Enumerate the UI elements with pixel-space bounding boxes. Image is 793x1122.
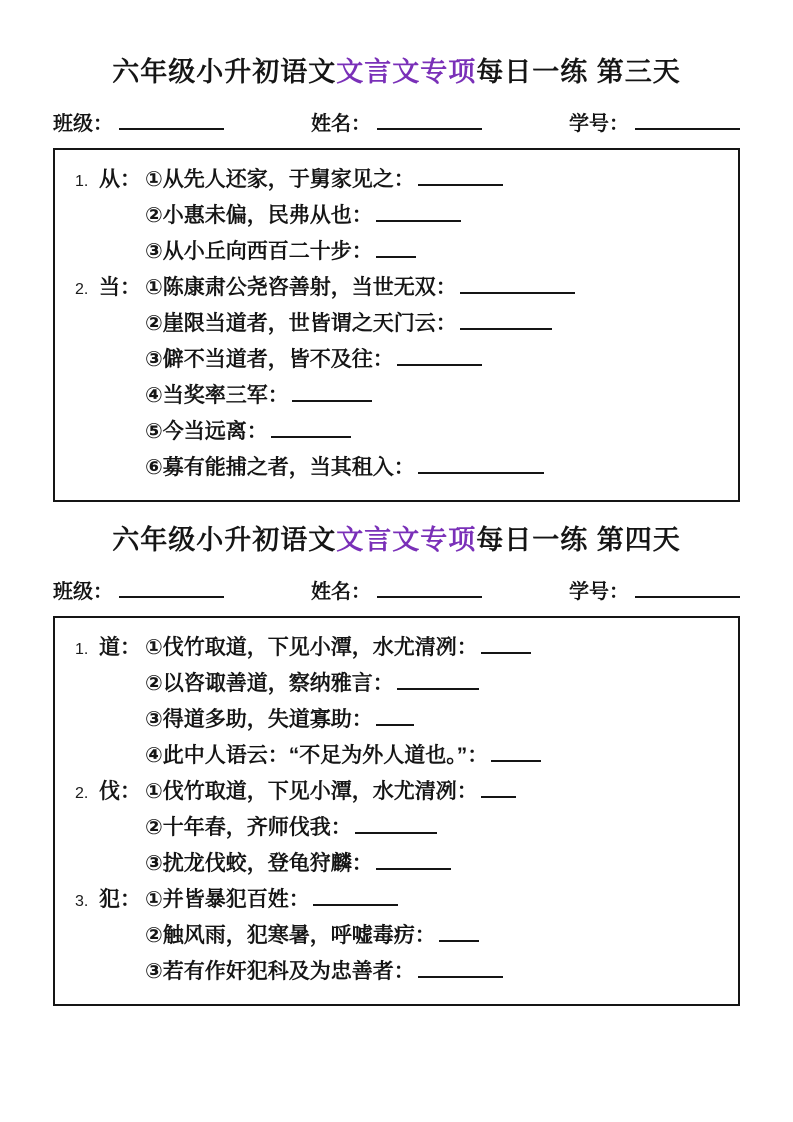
question-text: ①伐竹取道，下见小潭，水尤清冽：	[145, 636, 478, 659]
question-keyword: 伐：	[99, 780, 141, 803]
answer-blank[interactable]	[481, 644, 531, 654]
field-class-label: 班级：	[53, 113, 113, 135]
title-highlight: 文言文专项	[336, 525, 477, 555]
title-prefix: 六年级小升初语文	[112, 525, 337, 555]
question-text: ⑥募有能捕之者，当其租入：	[145, 456, 415, 479]
question-box-day3	[53, 148, 740, 502]
question-text: ④此中人语云：“不足为外人道也。”：	[145, 744, 489, 767]
question-text: ①从先人还家，于舅家见之：	[145, 168, 415, 191]
question-keyword: 当：	[99, 276, 141, 299]
question-row	[75, 882, 720, 918]
answer-blank[interactable]	[397, 680, 479, 690]
question-row	[75, 810, 720, 846]
field-name-label: 姓名：	[311, 581, 371, 603]
question-number: 2.	[75, 281, 89, 298]
answer-blank[interactable]	[439, 932, 479, 942]
answer-blank[interactable]	[397, 356, 482, 366]
page-title-day3	[53, 0, 740, 88]
question-text: ①伐竹取道，下见小潭，水尤清冽：	[145, 780, 478, 803]
info-row	[53, 578, 740, 604]
question-row	[75, 414, 720, 450]
question-text: ①陈康肃公尧咨善射，当世无双：	[145, 276, 457, 299]
question-number: 3.	[75, 893, 89, 910]
question-text: ③扰龙伐蛟，登龟狩麟：	[145, 852, 373, 875]
field-name	[311, 575, 482, 604]
question-row	[75, 954, 720, 990]
answer-blank[interactable]	[376, 716, 414, 726]
field-student-id-label: 学号：	[569, 113, 629, 135]
answer-blank[interactable]	[460, 320, 552, 330]
question-text: ②崖限当道者，世皆谓之天门云：	[145, 312, 457, 335]
question-row	[75, 342, 720, 378]
answer-blank[interactable]	[271, 428, 351, 438]
question-box-day4	[53, 616, 740, 1006]
question-row	[75, 198, 720, 234]
field-student-id	[569, 107, 740, 136]
question-text: ③若有作奸犯科及为忠善者：	[145, 960, 415, 983]
question-text: ②触风雨，犯寒暑，呼嘘毒疠：	[145, 924, 436, 947]
field-name-label: 姓名：	[311, 113, 371, 135]
question-text: ②十年春，齐师伐我：	[145, 816, 352, 839]
field-student-id-label: 学号：	[569, 581, 629, 603]
question-row	[75, 270, 720, 306]
question-text: ①并皆暴犯百姓：	[145, 888, 310, 911]
field-name	[311, 107, 482, 136]
question-row	[75, 378, 720, 414]
question-text: ②以咨诹善道，察纳雅言：	[145, 672, 394, 695]
worksheet-day3	[0, 0, 793, 502]
answer-blank[interactable]	[418, 968, 503, 978]
class-blank-line[interactable]	[119, 588, 224, 598]
question-row	[75, 666, 720, 702]
question-text: ④当奖率三军：	[145, 384, 289, 407]
field-class	[53, 107, 224, 136]
answer-blank[interactable]	[376, 248, 416, 258]
question-text: ②小惠未偏，民弗从也：	[145, 204, 373, 227]
question-text: ③得道多助，失道寡助：	[145, 708, 373, 731]
answer-blank[interactable]	[481, 788, 516, 798]
question-row	[75, 774, 720, 810]
field-class-label: 班级：	[53, 581, 113, 603]
title-suffix: 每日一练 第四天	[476, 525, 681, 555]
answer-blank[interactable]	[313, 896, 398, 906]
question-text: ③僻不当道者，皆不及往：	[145, 348, 394, 371]
field-student-id	[569, 575, 740, 604]
answer-blank[interactable]	[491, 752, 541, 762]
student-id-blank-line[interactable]	[635, 588, 740, 598]
info-row	[53, 110, 740, 136]
title-prefix: 六年级小升初语文	[112, 57, 337, 87]
answer-blank[interactable]	[355, 824, 437, 834]
question-text: ⑤今当远离：	[145, 420, 268, 443]
answer-blank[interactable]	[376, 860, 451, 870]
answer-blank[interactable]	[376, 212, 461, 222]
question-row	[75, 918, 720, 954]
question-row	[75, 738, 720, 774]
name-blank-line[interactable]	[377, 588, 482, 598]
answer-blank[interactable]	[460, 284, 575, 294]
question-row	[75, 234, 720, 270]
answer-blank[interactable]	[418, 464, 544, 474]
question-row	[75, 630, 720, 666]
name-blank-line[interactable]	[377, 120, 482, 130]
answer-blank[interactable]	[292, 392, 372, 402]
question-row	[75, 846, 720, 882]
question-keyword: 从：	[99, 168, 141, 191]
student-id-blank-line[interactable]	[635, 120, 740, 130]
answer-blank[interactable]	[418, 176, 503, 186]
question-row	[75, 306, 720, 342]
question-row	[75, 702, 720, 738]
page-title-day4	[53, 502, 740, 556]
field-class	[53, 575, 224, 604]
class-blank-line[interactable]	[119, 120, 224, 130]
question-keyword: 犯：	[99, 888, 141, 911]
question-number: 1.	[75, 641, 89, 658]
question-number: 2.	[75, 785, 89, 802]
question-number: 1.	[75, 173, 89, 190]
question-row	[75, 162, 720, 198]
question-text: ③从小丘向西百二十步：	[145, 240, 373, 263]
title-suffix: 每日一练 第三天	[476, 57, 681, 87]
question-row	[75, 450, 720, 486]
title-highlight: 文言文专项	[336, 57, 477, 87]
worksheet-day4	[0, 502, 793, 1006]
question-keyword: 道：	[99, 636, 141, 659]
